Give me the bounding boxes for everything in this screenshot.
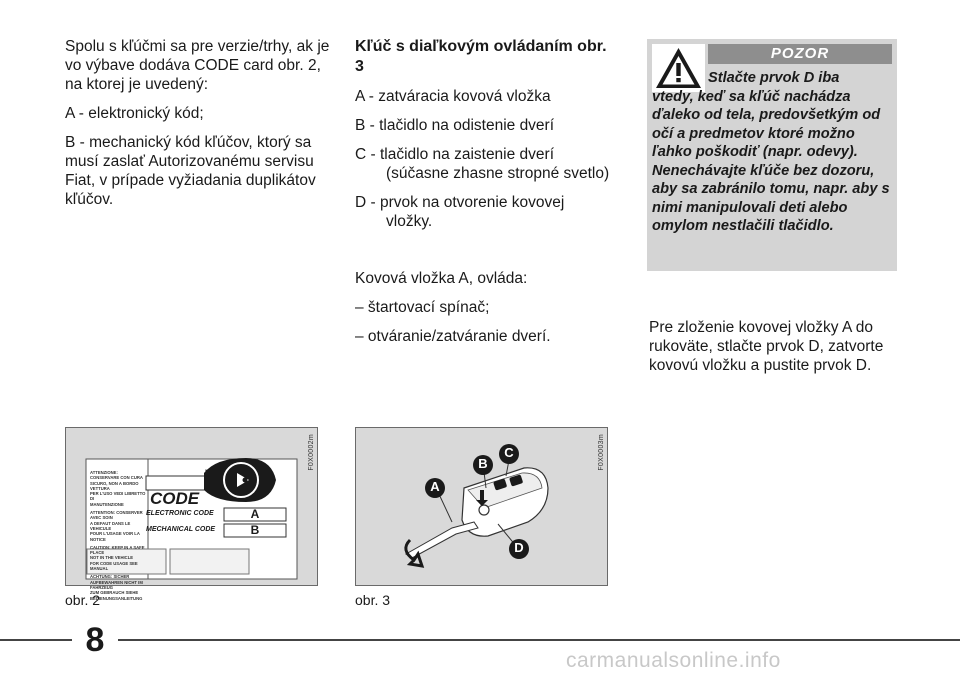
warning-title: POZOR (708, 44, 892, 64)
side-text-line: BEDIENUNGSANLEITUNG (90, 595, 143, 601)
card-side-text (90, 470, 146, 601)
list-item-c (355, 145, 610, 183)
card-title: CODE (150, 489, 200, 508)
electronic-code-label: ELECTRONIC CODE (146, 510, 214, 517)
label-c: C (504, 445, 514, 460)
figure-code: F0X0003m (598, 434, 605, 471)
label-a: A (430, 479, 440, 494)
side-text-line: A DEFAUT DANS LE VEHICULE (90, 520, 131, 531)
remote-key-column (355, 37, 610, 356)
side-text-line: ATTENZIONE: CONSERVARE CON CURA (90, 470, 143, 481)
label-d: D (514, 540, 524, 555)
assembly-paragraph: Pre zloženie kovovej vložky A do rukoväte, stlačte prvok D, zatvorte kovovú vložku a pustite prvok D. (649, 319, 884, 374)
list-item-d (355, 193, 610, 231)
warning-box (647, 39, 897, 271)
figure-3-caption: obr. 3 (355, 592, 391, 608)
list-item-c-text: C - tlačidlo na zaistenie dverí (355, 146, 555, 163)
figure-code: F0X0002m (308, 434, 315, 471)
figure-2-caption: obr. 2 (65, 592, 101, 608)
mechanical-code-value: B (250, 523, 260, 537)
side-text-line: ZUM GEBRAUCH SIEHE (90, 590, 139, 596)
assembly-column (649, 318, 909, 385)
side-text-line: SICURO, NON A BORDO VETTURA (90, 480, 139, 491)
dash-item-doors: – otváranie/zatváranie dverí. (355, 328, 551, 345)
footer-rule-right (118, 639, 960, 641)
side-text-line: CAUTION: KEEP IN A SAFE PLACE (90, 544, 145, 556)
side-text-line: FOR CODE USAGE SEE MANUAL (90, 560, 138, 572)
warning-body: vtedy, keď sa kľúč nachádza ďaleko od tela, predovšetkým od očí a predmetov ktoré možno ľahko poškodiť (napr. odevy). Nenechávajte kľúče bez dozoru, aby sa zabránilo tomu, napr. aby s nimi manipulovali deti alebo omylom nestlačili tlačidlo. (652, 88, 890, 234)
side-text-line: ATTENTION: CONSERVER AVEC SOIN (90, 510, 143, 521)
metal-insert-paragraph: Kovová vložka A, ovláda: (355, 270, 528, 287)
side-text-line: PER L'USO VEDI LIBRETTO DI (90, 491, 146, 502)
section-heading: Kľúč s diaľkovým ovládaním obr. 3 (355, 38, 607, 75)
list-item-d-cont: vložky. (386, 213, 433, 230)
footer-rule-left (0, 639, 72, 641)
remote-key-illustration (356, 428, 607, 585)
electronic-code-value: A (250, 507, 260, 521)
side-text-line: POUR L'USAGE VOIR LA NOTICE (90, 531, 140, 542)
side-text-line: ACHTUNG: SICHER (90, 574, 130, 580)
side-text-line: MANUTENZIONE (90, 501, 124, 507)
list-item-a: A - zatváracia kovová vložka (355, 88, 551, 105)
list-item-c-note: (súčasne zhasne stropné svetlo) (386, 165, 610, 182)
warning-first-line: Stlačte prvok D iba (708, 70, 840, 86)
intro-paragraph: Spolu s kľúčmi sa pre verzie/trhy, ak je vo výbave dodáva CODE card obr. 2, na ktorej je uvedený: (65, 38, 330, 93)
mechanical-code-label: MECHANICAL CODE (146, 526, 216, 533)
intro-column (65, 37, 330, 219)
electronic-code-item: A - elektronický kód; (65, 105, 204, 122)
label-b: B (478, 456, 488, 471)
mechanical-code-item: B - mechanický kód kľúčov, ktorý sa musí zaslať Autorizovanému servisu Fiat, v prípade vyžiadania duplikátov kľúčov. (65, 134, 316, 208)
page-number: 8 (85, 621, 105, 659)
side-text-line: AUFBEWAHREN NICHT IM FAHRZEUG (90, 579, 143, 590)
list-item-d-text: D - prvok na otvorenie kovovej (355, 194, 565, 211)
side-text-line: NOT IN THE VEHICLE (90, 555, 134, 561)
dash-item-ignition: – štartovací spínač; (355, 299, 490, 316)
warning-text (652, 69, 892, 236)
list-item-b: B - tlačidlo na odistenie dverí (355, 117, 555, 134)
watermark: carmanualsonline.info (566, 649, 781, 672)
figure-remote-key (355, 427, 608, 586)
